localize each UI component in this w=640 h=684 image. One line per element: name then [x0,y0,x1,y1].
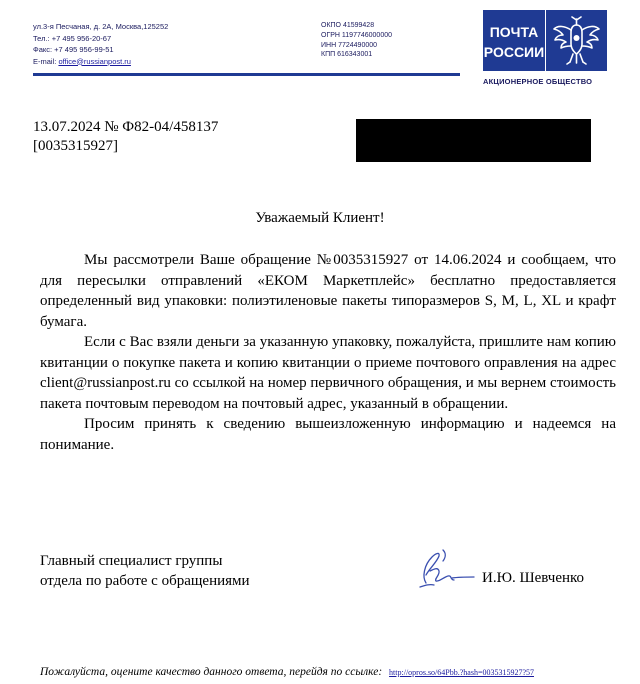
signer-title [40,551,250,591]
reference-number: 13.07.2024 № Ф82-04/458137 [33,119,219,135]
kpp: КПП 616343001 [321,51,373,59]
letter-body [40,250,616,455]
signer-title-line-2: отдела по работе с обращениями [40,573,250,589]
sender-email-row [33,56,168,68]
inn: ИНН 7724490000 [321,41,378,49]
header-divider [33,73,460,76]
russian-post-logo [483,10,607,71]
signer-name: И.Ю. Шевченко [482,570,585,586]
logo-wordmark [483,10,545,71]
sender-contacts [33,21,168,67]
email-label: E-mail: [33,56,57,66]
request-id: [0035315927] [33,138,118,154]
feedback-footer [40,666,534,678]
feedback-text: Пожалуйста, оцените качество данного ответа, перейдя по ссылке: [40,666,383,678]
sender-fax: Факс: +7 495 956-99-51 [33,45,114,54]
survey-link[interactable]: http://opros.so/64Pbb.?hash=0035315927?57 [389,668,534,677]
body-paragraph: Мы рассмотрели Ваше обращение №0035315927 от 14.06.2024 и сообщаем, что для пересылки отправлений «ЕКОМ Маркетплейс» бесплатно предоставляется определенный вид упаковки: полиэтиленовые пакеты типоразмеров S, M, L, XL и крафт бумага. [40,252,616,330]
org-type: АКЦИОНЕРНОЕ ОБЩЕСТВО [483,77,593,86]
body-paragraph: Просим принять к сведению вышеизложенную информацию и надеемся на понимание. [40,416,616,453]
logo-line-2: РОССИИ [483,43,545,60]
handwritten-signature [412,547,476,593]
okpo: ОКПО 41599428 [321,22,375,29]
letter-reference [33,118,218,156]
redacted-recipient [356,119,591,162]
logo-line-1: ПОЧТА [489,23,539,40]
ogrn: ОГРН 1197746000000 [321,31,392,39]
company-registration [321,21,392,60]
eagle-emblem-icon [546,10,607,71]
body-paragraph: Если с Вас взяли деньги за указанную упаковку, пожалуйста, пришлите нам копию квитанции о покупке пакета и копию квитанции о приеме почтового оправления на адрес client@russianpost.ru со ссылкой на номер первичного обращения, и мы вернем стоимость пакета почтовым переводом на почтовый адрес, указанный в обращении. [40,334,616,412]
signer-title-line-1: Главный специалист группы [40,553,223,569]
sender-phone: Тел.: +7 495 956-20-67 [33,33,112,43]
email-link[interactable]: office@russianpost.ru [58,56,131,66]
sender-address: ул.3-я Песчаная, д. 2А, Москва,125252 [33,22,169,31]
greeting: Уважаемый Клиент! [255,210,385,226]
